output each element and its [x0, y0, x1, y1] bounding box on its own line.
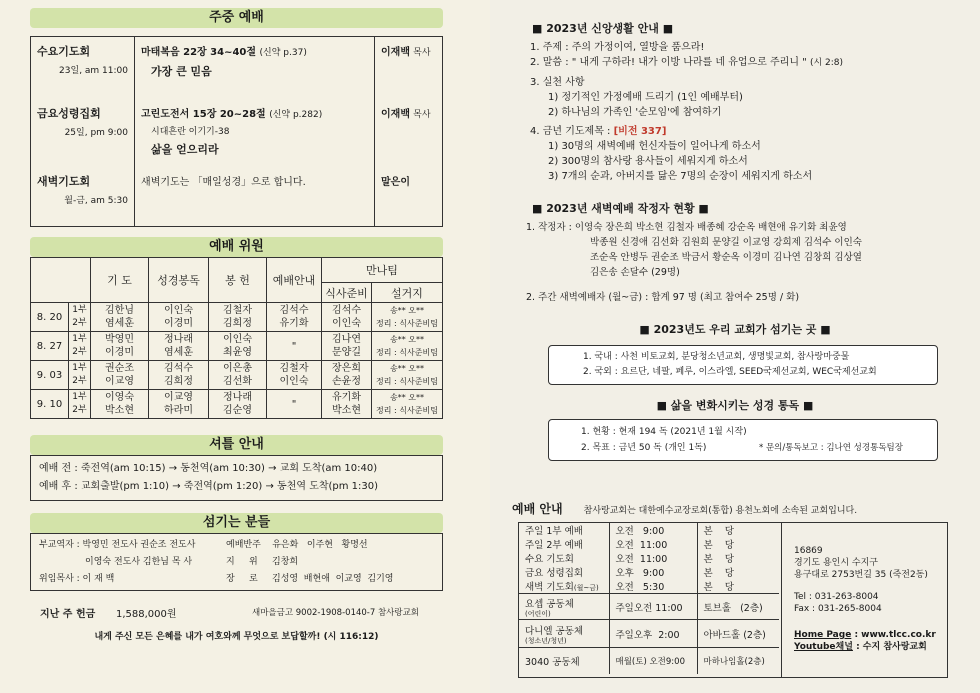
fax: Fax : 031-265-8004: [794, 604, 882, 614]
address-block: [794, 545, 936, 653]
guide-title: 예배 안내: [512, 502, 563, 516]
dawn-line-4: 김은송 손달수 (29명): [590, 267, 680, 278]
guide-service-sub: (어린이): [525, 609, 551, 618]
sermon-title: 삶을 얻으리라: [151, 142, 219, 156]
guide-row: [519, 648, 779, 674]
shuttle-box: [30, 455, 443, 501]
cell: 김석수: [279, 305, 309, 316]
session-cell: 1부 2부: [69, 332, 91, 361]
worship-row: [31, 37, 443, 99]
vision-badge: [비전 337]: [613, 126, 667, 137]
header-reading: 성경봉독: [149, 258, 209, 303]
date-cell: 8. 20: [31, 303, 69, 332]
cell: ": [291, 340, 297, 352]
session-cell: 1부 2부: [69, 303, 91, 332]
cell: 이인숙: [332, 318, 361, 329]
zip-code: 16869: [794, 546, 823, 556]
cell: 김석수: [332, 305, 361, 316]
weekly-worship-table: [30, 36, 443, 227]
dawn-line-3: 조순옥 안병두 권순조 박금서 황순옥 이경미 김나연 김창희 김상열: [590, 252, 862, 263]
cell: 송** 오**: [390, 393, 424, 402]
committee-row: [31, 390, 443, 419]
header-meal: 식사준비: [322, 283, 372, 303]
right-page: [490, 0, 980, 693]
youtube-link[interactable]: : 수지 참사랑교회: [852, 642, 927, 652]
guide-time: 오전 5:30: [609, 579, 697, 594]
guide-row: [519, 594, 779, 620]
cell: 최윤영: [223, 347, 252, 358]
guide-row: [519, 523, 779, 537]
committee-row: [31, 303, 443, 332]
cell: 장은희: [332, 363, 361, 374]
servants-box: [30, 533, 443, 591]
guide-place: 본 당: [697, 523, 779, 537]
committee-row: [31, 332, 443, 361]
shuttle-after: 예배 후 : 교회출발(pm 1:10) → 죽전역(pm 1:20) → 동천역 도착(pm 1:30): [39, 481, 379, 492]
header-dishes: 설거지: [372, 283, 443, 303]
committee-table: [30, 257, 443, 419]
guide-service: 주일 2부 예배: [525, 540, 583, 551]
cell: 이영숙: [105, 392, 134, 403]
guide-place: 본 당: [697, 579, 779, 594]
committee-row: [31, 361, 443, 390]
guide-row: [519, 565, 779, 579]
cell: 정리 : 식사준비팀: [376, 319, 438, 328]
date-cell: 9. 03: [31, 361, 69, 390]
header-prayer: 기 도: [91, 258, 149, 303]
pastor-name: 말은이: [381, 176, 410, 188]
header-guide: 예배안내: [267, 258, 322, 303]
cell: 송** 오**: [390, 306, 424, 315]
sermon-series: 시대흔란 이기기-38: [151, 126, 230, 137]
shuttle-title: 셔틀 안내: [30, 435, 443, 455]
guide-row: [519, 579, 779, 594]
cell: 정리 : 식사준비팀: [376, 406, 438, 415]
cell: 이교영: [105, 376, 134, 387]
passage-ref: (신약 p.37): [259, 48, 307, 58]
date-cell: 8. 27: [31, 332, 69, 361]
bible-box: [548, 419, 938, 461]
date-cell: 9. 10: [31, 390, 69, 419]
service-time: 23일, am 11:00: [59, 66, 128, 76]
cell: 김희정: [164, 376, 193, 387]
weekly-worship-title: 주중 예배: [30, 8, 443, 28]
cell: 이은총: [223, 363, 252, 374]
servants-title: 섬기는 분들: [30, 513, 443, 533]
address-1: 경기도 용인시 수지구: [794, 558, 878, 568]
cell: 송** 오**: [390, 364, 424, 373]
cell: 이인숙: [223, 334, 252, 345]
sermon-title: 가장 큰 믿음: [151, 65, 212, 78]
guide-header: [512, 498, 962, 517]
guide-desc: 참사랑교회는 대한예수교장로회(통합) 용천노회에 소속된 교회입니다.: [583, 506, 858, 516]
dawn-line-5: 2. 주간 새벽예배자 (월~금) : 합계 97 명 (최고 참여수 25명 / 화): [526, 292, 800, 303]
cell: 박소현: [332, 405, 361, 416]
cell: 김희정: [223, 318, 252, 329]
service-name: 금요성령집회: [37, 106, 101, 120]
cell: 김석수: [164, 363, 193, 374]
guide-place: 본 당: [697, 565, 779, 579]
guide-place: 아바드홀 (2층): [697, 620, 779, 648]
cell: 이인숙: [279, 376, 309, 387]
guide-place: 토브홀 (2층): [697, 594, 779, 620]
guide-table: [519, 523, 779, 674]
guide-place: 본 당: [697, 537, 779, 551]
cell: 하라미: [164, 405, 193, 416]
cell: 박소현: [105, 405, 134, 416]
servants-elders: 장 로 김성영 배현애 이교영 김기영: [226, 574, 394, 584]
header-offering: 봉 헌: [209, 258, 267, 303]
guide-place: 본 당: [697, 551, 779, 565]
life-practice: 3. 실천 사항: [530, 77, 585, 88]
guide-service: 요셉 공동체: [525, 598, 574, 610]
guide-row: [519, 620, 779, 648]
offering-account: 새마을금고 9002-1908-0140-7 참사랑교회: [252, 608, 420, 618]
guide-time: 오전 11:00: [609, 537, 697, 551]
cell: 김나연: [332, 334, 361, 345]
worship-row: [31, 167, 443, 227]
passage-ref: (신약 p.282): [269, 109, 323, 120]
offering-line: [30, 601, 443, 623]
homepage-link[interactable]: : www.tlcc.co.kr: [851, 630, 936, 640]
cell: 이경미: [164, 318, 193, 329]
vision-3: 3) 7개의 순과, 아버지를 닮은 7명의 순장이 세워지게 하소서: [548, 171, 813, 182]
cell: 정나래: [164, 334, 193, 345]
service-time: 월-금, am 5:30: [64, 195, 128, 206]
cell: ": [291, 398, 297, 410]
cell: 김철자: [223, 305, 252, 316]
offering-amount: 1,588,000원: [116, 609, 177, 620]
guide-time: 주일오후 2:00: [609, 620, 697, 648]
servants-ministers-2: 이영숙 전도사 김한님 목 사: [85, 557, 193, 567]
homepage-label: Home Page: [794, 630, 852, 640]
vision-2: 2) 300명의 참사랑 용사들이 세워지게 하소서: [548, 156, 748, 167]
cell: 손윤정: [332, 376, 361, 387]
dawn-line-2: 박종원 신경애 김선화 김원희 문양길 이교영 강희제 김석수 이인숙: [590, 237, 862, 248]
guide-time: 오후 9:00: [609, 565, 697, 579]
cell: 염세훈: [164, 347, 193, 358]
cell: 박영민: [105, 334, 134, 345]
guide-row: [519, 537, 779, 551]
worship-row: [31, 99, 443, 167]
service-passage: 마태복음 22장 34~40절: [141, 47, 257, 58]
cell: 정리 : 식사준비팀: [376, 348, 438, 357]
servants-deacon: 지 위 김창희: [226, 557, 299, 567]
cell: 이인숙: [164, 305, 193, 316]
servants-accompanists: 예배반주 유은화 이주현 황명선: [226, 540, 368, 550]
servants-ministers: 부교역자 : 박영민 전도사 권순조 전도사: [39, 540, 196, 550]
servants-senior-pastor: 위임목사 : 이 재 백: [39, 574, 115, 584]
bible-title: ■ 삶을 변화시키는 성경 통독 ■: [656, 399, 814, 412]
dawn-line-1: 1. 작정자 : 이영숙 장은희 박소현 김철자 배종혜 강순옥 배현애 유기화 최윤영: [526, 222, 847, 233]
pastor-name: 이재백: [381, 108, 410, 120]
guide-box: [518, 522, 948, 678]
session-cell: 1부 2부: [69, 361, 91, 390]
missions-domestic: 1. 국내 : 사천 비토교회, 분당청소년교회, 생명빛교회, 참사랑마중물: [583, 352, 850, 362]
committee-title: 예배 위원: [30, 237, 443, 257]
vision-1: 1) 30명의 새벽예배 헌신자들이 일어나게 하소서: [548, 141, 761, 152]
guide-service: 다니엘 공동체: [525, 625, 584, 637]
bible-status: 1. 현황 : 현재 194 독 (2021년 1월 시작): [581, 427, 747, 437]
youtube-label: Youtube채널: [794, 642, 853, 652]
cell: 권순조: [105, 363, 134, 374]
life-word: 2. 말씀 : " 내게 구하라! 내가 이방 나라를 네 유업으로 주리니 ": [530, 57, 807, 68]
service-time: 25일, pm 9:00: [64, 127, 128, 138]
cell: 송** 오**: [390, 335, 424, 344]
guide-place: 마하나임홀(2층): [697, 648, 779, 674]
guide-service: 금요 성령집회: [525, 568, 584, 579]
session-cell: 1부 2부: [69, 390, 91, 419]
guide-service: 주일 1부 예배: [525, 526, 583, 537]
life-practice-2: 2) 하나님의 가족인 '순모임'에 참여하기: [548, 107, 722, 118]
cell: 유기화: [332, 392, 361, 403]
cell: 김선화: [223, 376, 252, 387]
guide-row: [519, 551, 779, 565]
offering-label: 지난 주 헌금: [40, 609, 96, 620]
pastor-title: 목사: [413, 109, 431, 120]
guide-service: 수요 기도회: [525, 554, 574, 565]
cell: 문양길: [332, 347, 361, 358]
cell: 정리 : 식사준비팀: [376, 377, 438, 386]
closing-verse: 내게 주신 모든 은혜를 내가 여호와께 무엇으로 보답할까! (시 116:12): [94, 632, 379, 642]
bible-note: * 문의/통독보고 : 김나연 성경통독팀장: [759, 443, 903, 453]
address-2: 용구대로 2753번길 35 (죽전2동): [794, 570, 928, 580]
guide-service: 3040 공동체: [519, 648, 609, 674]
pastor-name: 이재백: [381, 47, 410, 58]
service-passage: 고린도전서 15장 20~28절: [141, 108, 266, 120]
service-name: 새벽기도회: [37, 174, 91, 188]
cell: 김한님: [105, 305, 134, 316]
life-word-ref: (시 2:8): [809, 58, 844, 68]
cell: 염세훈: [105, 318, 134, 329]
guide-time: 오전 11:00: [609, 551, 697, 565]
life-practice-1: 1) 정기적인 가정예배 드리기 (1인 예배부터): [548, 92, 743, 103]
life-title: ■ 2023년 신앙생활 안내 ■: [532, 22, 674, 35]
guide-time: 매월(토) 오전9:00: [609, 648, 697, 674]
tel: Tel : 031-263-8004: [794, 592, 879, 602]
shuttle-before: 예배 전 : 죽전역(am 10:15) → 동천역(am 10:30) → 교회 도착(am 10:40): [39, 463, 378, 474]
guide-service-sub: (청소년/청년): [525, 636, 567, 645]
bible-goal: 2. 목표 : 금년 50 독 (개인 1독): [581, 443, 707, 453]
missions-title: ■ 2023년도 우리 교회가 섬기는 곳 ■: [639, 323, 831, 336]
cell: 이교영: [164, 392, 193, 403]
cell: 이경미: [105, 347, 134, 358]
life-prayer: 4. 금년 기도제목 :: [530, 126, 611, 137]
cell: 유기화: [279, 318, 309, 329]
guide-time: 주일오전 11:00: [609, 594, 697, 620]
cell: 김순영: [223, 405, 252, 416]
missions-overseas: 2. 국외 : 요르단, 네팔, 페루, 이스라엘, SEED국제선교회, WEC국제선교회: [583, 367, 877, 377]
cell: 김철자: [279, 363, 309, 374]
guide-service: 새벽 기도회: [525, 582, 574, 593]
dawn-title: ■ 2023년 새벽예배 작정자 현황 ■: [532, 202, 709, 215]
service-name: 수요기도회: [37, 45, 91, 58]
missions-box: [548, 345, 938, 385]
guide-time: 오전 9:00: [609, 523, 697, 537]
cell: 정나래: [223, 392, 252, 403]
service-passage: 새벽기도는 「매일성경」으로 합니다.: [141, 176, 306, 188]
header-fellowship: 만나팀: [322, 258, 443, 283]
life-theme: 1. 주제 : 주의 가정이여, 열방을 품으라!: [530, 42, 705, 53]
guide-service-sub: (월~금): [573, 584, 599, 592]
pastor-title: 목사: [413, 48, 431, 58]
